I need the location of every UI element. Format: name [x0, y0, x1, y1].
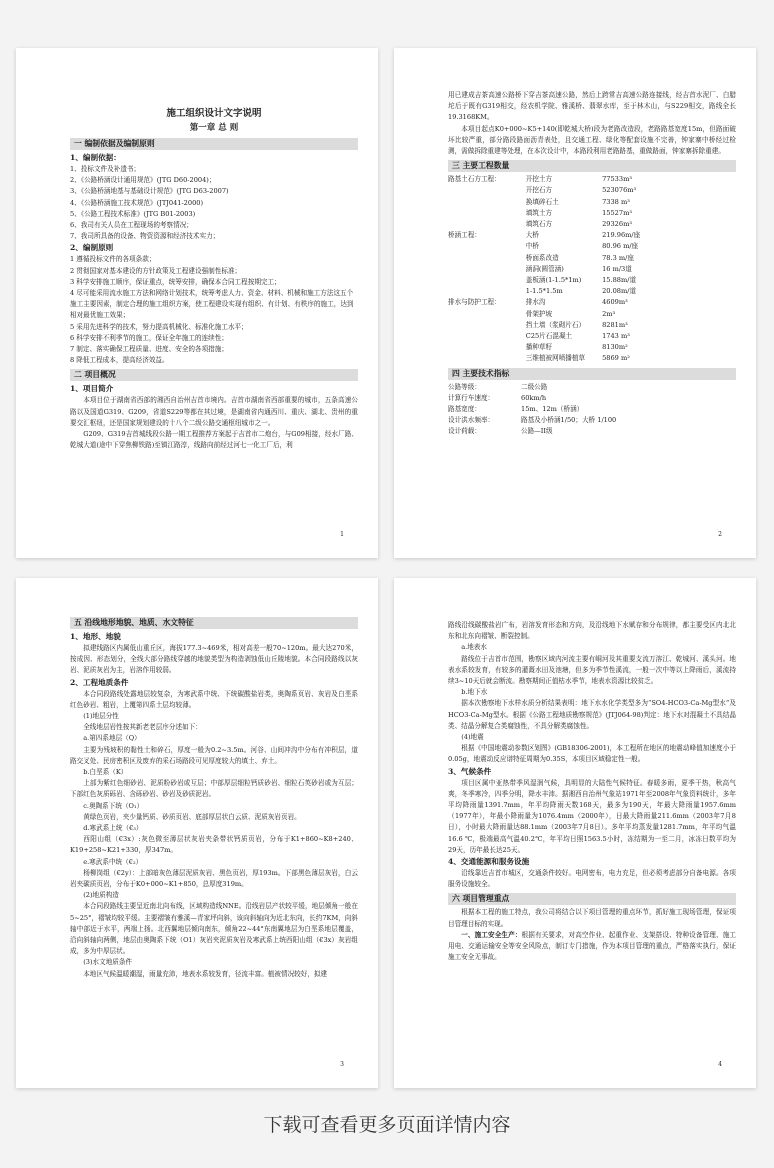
download-more-link[interactable]: 下载可查看更多页面详情内容: [263, 1114, 511, 1136]
document-title: 施工组织设计文字说明: [166, 108, 262, 119]
table-cell: 5869 m²: [602, 354, 630, 363]
table-cell: 4609m³: [602, 298, 628, 307]
table-cell: 16 m/3道: [602, 264, 632, 273]
table-row: [448, 404, 619, 415]
table-row: [448, 353, 643, 364]
list-item: 3、《公路桥涵地基与基础设计规范》(JTG D63-2007): [70, 187, 229, 196]
paragraph: 路线位于吉首市范围，勘察区域内河流主要有峒河及其重要支流万溶江、乾城河、溪头河。地表水系较发育，有较多的灌溉水田及池塘，但多为季节性溪流，一般一次中等以上降雨后，溪流持续3~10天后就会断流。勘察期间正值枯水季节，地表水资源比较贫乏。: [448, 654, 736, 686]
paragraph: 杨柳岗组（€2y）：上部暗灰色薄层泥质灰岩、黑色页岩，厚193m。下部黑色薄层灰岩，白云岩夹碳质页岩，分布于K0+000~K1+850，总厚度319m。: [70, 868, 358, 889]
table-row: [448, 185, 643, 196]
paragraph-management: 根据本工程的施工特点，我公司将结合以下项目管理的重点环节，抓好施工现场管理，保证项目管理目标的实现。: [448, 908, 736, 928]
table-cell: 1-1.5*1.5m: [525, 287, 563, 296]
table-row: [448, 415, 619, 426]
section-heading-quantities: 三 主要工程数量: [448, 160, 736, 172]
safety-label: 一、施工安全生产：: [461, 930, 522, 939]
subheading-intro: 1、项目简介: [70, 384, 114, 394]
chapter-heading: 第一章 总 则: [189, 123, 239, 133]
list-item: 8 降低工程成本，提高经济效益。: [70, 356, 169, 365]
table-cell: 排水沟: [525, 298, 546, 307]
table-cell: 盖板涵(1-1.5*1m): [525, 276, 582, 285]
paragraph: 本合同段路线主要呈近南北向布线，区域构造线NNE。沿线岩层产状较平缓，地层倾角一般在5~25°，褶皱均较平缓。主要褶皱有雅溪—青家坪向斜，该向斜轴向为近北东向，长约7KM，向斜轴中部近于水平，两端上扬。北西翼地层倾向南东，倾角22~44°东南翼地层为白垩系地层覆盖，沿向斜轴向两侧，地层由奥陶系下统（O1）灰岩夹泥质灰岩及寒武系上统西阳山组（€3x）灰岩组成，多为中厚层状。: [70, 902, 358, 956]
table-cell: 78.3 m/座: [602, 253, 634, 262]
table-row: [448, 275, 643, 286]
subheading-principles: 2、编制原则: [70, 243, 114, 253]
table-cell: 公路—II级: [521, 427, 553, 436]
list-item: 4、《公路桥涵施工技术规范》(JTJ041-2000): [70, 198, 204, 207]
paragraph-traffic: 沿线靠近吉首市城区，交通条件较好。电网密布，电力充足，但必须考虑部分自备电源。各项服务设施较全。: [448, 869, 736, 889]
table-cell: 大桥: [525, 231, 539, 240]
quantities-table: [448, 174, 643, 364]
table-cell: 挡土墙（浆砌片石）: [525, 320, 586, 329]
table-cell: 15527m³: [602, 208, 632, 217]
paragraph: (2)地质构造: [83, 891, 119, 900]
subheading-terrain: 1、地形、地貌: [70, 632, 121, 641]
subheading-climate: 3、气候条件: [448, 766, 492, 776]
table-cell: 桥涵工程：: [448, 231, 481, 240]
tech-indicators-table: [448, 382, 619, 438]
table-cell: 换填碎石土: [525, 197, 559, 206]
table-cell: C25片石混凝土: [525, 332, 573, 341]
table-row: [448, 197, 643, 208]
table-row: [448, 230, 643, 241]
table-cell: 填筑石方: [525, 220, 553, 229]
table-row: [448, 320, 643, 331]
list-item: 7 制定、落实确保工程质量、进度、安全的各项措施；: [70, 345, 228, 354]
table-cell: 523076m³: [602, 186, 637, 195]
paragraph: d.寒武系上统（€₃）: [83, 824, 143, 833]
table-cell: 二级公路: [521, 382, 548, 391]
document-page-2: [394, 48, 756, 558]
paragraph: 主要为残坡积的黏性土和碎石，厚度一般为0.2~3.5m。河谷、山间冲沟中分布有冲积层，道路交叉处、民房密积区及废弃的采石场路段可见厚度较大的填土、弃土。: [70, 745, 358, 765]
table-row: [448, 208, 643, 219]
paragraph-terrain: 拟建线路区内属低山重丘区，海拔177.3~469米，相对高差一般70~120m。最大达270米，按成因、形态划分，全线大部分路线穿越的地貌类型为构造剥蚀低山丘陵地貌。本合同段路线以灰岩、泥质灰岩为主，岩溶作用较弱。: [70, 644, 358, 675]
paragraph: (1)地层分性: [83, 712, 119, 721]
subheading-traffic: 4、交通能源和服务设施: [448, 857, 530, 867]
table-cell: 1743 m³: [602, 332, 630, 341]
table-cell: 路基及小桥涵1/50；大桥 1/100: [521, 416, 617, 425]
table-cell: 公路等级：: [448, 382, 481, 391]
table-row: [448, 264, 643, 275]
table-cell: 7338 m³: [602, 197, 630, 206]
paragraph-intro: 本项目位于湖南省西部的湘西自治州吉首市境内。吉首市湖南省西部重要的城市，五条高速公路以及国道G319、G209，省道S229等都在其过境，是湖南省内通西川、重庆、湖北、贵州的重要交汇枢纽，还是国家规划建设的十八个二级公路交通枢纽城市之一。: [70, 396, 358, 427]
list-item: 3 科学安排施工顺序，保证重点，统筹安排，确保本合同工程按期完工；: [70, 277, 281, 286]
list-item: 4 尽可能采用流水施工方法和网络计划技术，统筹考虑人力、资金、材料、机械和施工方法这五个施工主要因素，制定合理的施工组织方案，使工程建设实现有组织、有计划、有秩序的施工，达到相对最优施工效果；: [70, 289, 354, 320]
table-cell: 219.96m/座: [602, 231, 641, 240]
list-item: 2 贯彻国家对基本建设的方针政策及工程建设强制性标准；: [70, 266, 242, 275]
paragraph: a.地表水: [461, 643, 487, 652]
table-cell: 骨架护坡: [525, 309, 553, 318]
table-row: [448, 331, 643, 342]
page-number: 4: [718, 1061, 722, 1068]
table-row: [448, 342, 643, 353]
safety-text: 根据有关要求，对高空作业、起重作业、支架搭设、特种设备管理、施工用电、交通运输安全等安全风险点，制订专门措施，作为本项目管理的重点，严格落实执行，保证施工安全无事故。: [448, 930, 737, 962]
paragraph: 根据《中国地震动参数区划图》(GB18306-2001)，本工程所在地区的地震动峰值加速度小于0.05g，地震动反应谱特征周期为0.35S，本项目区域稳定性一般。: [448, 744, 736, 764]
paragraph: a.第四系地层（Q）: [83, 734, 141, 743]
paragraph-safety: [448, 930, 736, 964]
paragraph-climate: 项目区属中亚热带季风湿润气候，具明显的大陆性气候特征。春暖多雨，夏季干热，秋高气爽，冬季寒冷，四季分明，降水丰沛。据湘西自治州气象站1971年至2008年气象资料统计，多年平均降雨量1391.7mm，年平均降雨天数168天，最多为190天，年最大降雨量1957.6mm（1977年），年最小降雨量为1076.4mm（2000年），日最大降雨量211.6mm（2003年7月8日），小时最大降雨量达88.1mm（2003年7月8日）。多年平均蒸发量1281.7mm，年平均气温16.6 ℃，极端最高气温40.2℃，年平均日照1563.5小时，冻结期为一至二月，冰冻日数平均为29天，历年最长达25天。: [448, 778, 736, 854]
table-row: [448, 382, 619, 393]
paragraph: b.地下水: [461, 688, 488, 697]
document-page-4: [394, 578, 756, 1088]
table-cell: 2m³: [602, 309, 616, 318]
table-cell: 涵洞(圆管涵): [525, 264, 564, 273]
paragraph: b.白垩系（K）: [83, 768, 128, 777]
page-number: 2: [718, 531, 722, 538]
paragraph: 路线沿线碳酸盐岩广布，岩溶发育形态和方向，及沿线地下水赋存和分布规律，都主要受区内北北东和北东向褶皱、断裂控制。: [448, 621, 736, 641]
table-row: [448, 297, 643, 308]
table-cell: 路基土石方工程：: [448, 175, 501, 184]
paragraph: 西阳山组（€3x）:灰色微至薄层状灰岩夹条带状钙质页岩，分布于K1+860~K8+240、K19+258~K21+330，厚347m。: [70, 835, 358, 855]
table-row: [448, 219, 643, 230]
paragraph-route: G209、G319吉首城线段公路一期工程推荐方案起于吉首市二炮台，与G09相接，经水厂路、乾城大道(途中下穿焦柳铁路)至镇江路淳，线路向前经过河七一化工厂后，利: [70, 430, 358, 450]
table-cell: 填筑土方: [525, 208, 553, 217]
section-heading-geology: 五 沿线地形地貌、地质、水文特征: [70, 617, 358, 629]
table-cell: 设计洪水频率：: [448, 416, 495, 425]
list-item: 1 遵循投标文件的各项条款；: [70, 255, 156, 264]
list-item: 6 科学安排不利季节的施工，保证全年施工的连续性；: [70, 333, 228, 342]
table-cell: 80.96 m/座: [602, 242, 639, 251]
principles-list: [70, 254, 358, 366]
paragraph: 据本次勘察地下水样水质分析结果表明：地下水水化学类型多为“SO4-HCO3-Ca-Mg型水”及HCO3-Ca-Mg型水。根据《公路工程地质勘察规范》(JTJ064-98)判定：地下水对混凝土不具结晶类、结晶分解复合类腐蚀性，不具分解类腐蚀性。: [448, 699, 736, 730]
paragraph: (3)水文地质条件: [83, 958, 133, 967]
list-item: 7、我司所具备的设备、物资资源和经济技术实力；: [70, 232, 220, 241]
table-cell: 设计荷载：: [448, 427, 481, 436]
section-heading-basis: 一 编制依据及编制原则: [70, 138, 358, 150]
table-cell: 29326m³: [602, 220, 632, 229]
paragraph: 本合同段路线处露地层较复杂，为寒武系中统、下统碳酸盐岩类，奥陶系页岩、灰岩及白垩系红色砂岩、粗岩，上覆第四系土层均较薄。: [70, 689, 358, 709]
table-cell: 路基宽度：: [448, 405, 481, 414]
table-cell: 开挖土方: [525, 175, 553, 184]
subheading-geology: 2、工程地质条件: [70, 677, 129, 687]
table-cell: 60km/h: [521, 393, 547, 402]
table-cell: 中桥: [525, 242, 539, 251]
table-row: [448, 426, 619, 437]
paragraph: 全线地层岩性按其新老老层序分述如下：: [83, 723, 202, 732]
table-cell: 20.08m/道: [602, 287, 637, 296]
paragraph: 上部为紫红色细砂岩、泥质粉砂岩或互层；中部厚层细粒钙质砂岩、细粒石英砂岩或为互层；下部红色灰质砾岩、含砾砂岩、砂岩及砂质泥岩。: [70, 779, 358, 799]
table-cell: 15m、12m（桥涵）: [521, 405, 584, 414]
page-number: 1: [340, 531, 344, 538]
table-row: [448, 241, 643, 252]
table-row: [448, 286, 643, 297]
paragraph: 本地区气候温暖潮湿，雨量充沛，地表水系较发育，径流丰富。植被情况较好，拟建: [83, 969, 328, 978]
table-row: [448, 309, 643, 320]
list-item: 1、投标文件及补遗书；: [70, 165, 141, 173]
table-cell: 桥面系改造: [525, 253, 559, 262]
table-cell: 三维植被网喷播植草: [525, 354, 586, 363]
document-page-1: [16, 48, 378, 558]
table-cell: 排水与防护工程：: [448, 298, 501, 307]
list-item: 2、《公路桥涵设计通用规范》(JTG D60-2004)；: [70, 176, 216, 185]
paragraph: e.寒武系中统（€₂）: [83, 857, 143, 866]
list-item: 6、我司有关人员在工程现场的考察情况；: [70, 221, 193, 230]
table-row: [448, 393, 619, 404]
table-cell: 8130m²: [602, 343, 628, 352]
paragraph: 黄绿色页岩，夹少量钙质、砂质页岩、底部厚层状白云质、泥质灰岩页岩。: [83, 812, 301, 821]
table-row: [448, 253, 643, 264]
subheading-basis: 1、编制依据：: [70, 153, 121, 162]
section-heading-management: 六 项目管理重点: [448, 893, 736, 905]
page-number: 3: [340, 1061, 344, 1068]
section-heading-overview: 二 项目概况: [70, 369, 358, 381]
document-page-3: [16, 578, 378, 1088]
table-row: [448, 174, 643, 185]
table-cell: 15.88m/道: [602, 276, 637, 285]
paragraph-route-cont: 用已建成吉茶高速公路桥下穿吉茶高速公路，然后上跨常吉高速公路连接线，经吉首水泥厂、白腊坨后于既有G319相交，经农机学院、雅溪桥、翡翠水库，至于林木山，与S229相交，路线全长19.3168KM。: [448, 91, 736, 122]
table-cell: 8281m³: [602, 320, 628, 329]
paragraph-scope: 本项目起点K0+000~K5+140(即乾城大桥)段为老路改造段，老路路基宽度15m，但路面破坏比较严重，部分路段路面沥青表处，且交通工程、绿化等配套设施不完善，钟家寨中桥经过检测，需做拆除重建等处理，在本次设计中，本路段利用老路路基，重做路面，钟家寨拆除重建。: [448, 124, 736, 156]
basis-list: [70, 164, 358, 242]
list-item: 5、《公路工程技术标准》(JTG B01-2003): [70, 209, 196, 218]
list-item: 5 采用先进科学的技术，努力提高机械化、标准化施工水平；: [70, 322, 248, 331]
paragraph: c.奥陶系下统（O₁）: [83, 801, 144, 810]
table-cell: 开挖石方: [525, 186, 553, 195]
table-cell: 播种草籽: [525, 343, 553, 352]
table-cell: 77533m³: [602, 175, 632, 184]
table-cell: 计算行车速度：: [448, 393, 495, 402]
paragraph: (4)地震: [461, 733, 484, 742]
section-heading-tech: 四 主要技术指标: [448, 368, 736, 380]
